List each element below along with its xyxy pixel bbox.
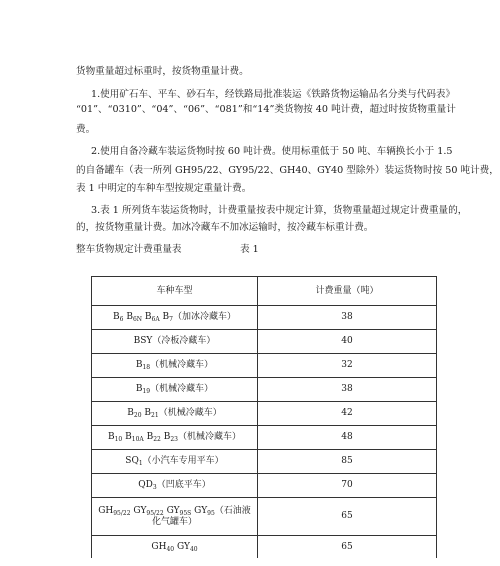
table-row <box>92 402 437 426</box>
table-row <box>92 450 437 474</box>
table-row <box>92 354 437 378</box>
car-type-cell: BSY（冷板冷藏车） <box>92 330 258 354</box>
weight-cell: 38 <box>258 306 437 330</box>
weight-cell: 38 <box>258 378 437 402</box>
paragraph-line: 货物重量超过标重时，按货物重量计费。 <box>76 66 249 77</box>
car-type-cell: $GH_{40}$ $GY_{40}$ <box>92 536 258 559</box>
paragraph-line: 表 1 中明定的车种车型按规定重量计费。 <box>76 183 252 194</box>
table-row <box>92 426 437 450</box>
car-type-cell: $B_{18}$（机械冷藏车） <box>92 354 258 378</box>
header-weight: 计费重量（吨） <box>258 277 437 306</box>
weight-cell: 48 <box>258 426 437 450</box>
paragraph-line: 的自备罐车（表一所列 GH95/22、GY95/22、GH40、GY40 型除外）装运货物时按 50 吨计费， <box>76 165 499 176</box>
weight-cell: 65 <box>258 536 437 559</box>
paragraph-line: “01”、“0310”、“04”、“06”、“081”和“14”类货物按 40 吨计费，超过时按货物重量计 <box>76 104 456 115</box>
car-type-cell: $B_{10}$ $B_{10A}$ $B_{22}$ $B_{23}$（机械冷藏车） <box>92 426 258 450</box>
weight-table <box>91 276 437 558</box>
weight-cell: 65 <box>258 498 437 536</box>
car-type-cell: $B_{19}$（机械冷藏车） <box>92 378 258 402</box>
table-row <box>92 474 437 498</box>
weight-cell: 85 <box>258 450 437 474</box>
weight-cell: 40 <box>258 330 437 354</box>
table-row <box>92 536 437 559</box>
table-row <box>92 378 437 402</box>
car-type-cell: $B_{20}$ $B_{21}$（机械冷藏车） <box>92 402 258 426</box>
paragraph-line: 1.使用矿石车、平车、砂石车，经铁路局批准装运《铁路货物运输品名分类与代码表》 <box>91 89 456 100</box>
paragraph-line: 2.使用自备冷藏车装运货物时按 60 吨计费。使用标重低于 50 吨、车辆换长小于 1.5 <box>91 146 453 157</box>
car-type-cell: $B_6$ $B_{6N}$ $B_{6A}$ $B_7$（加冰冷藏车） <box>92 306 258 330</box>
table-row <box>92 498 437 536</box>
car-type-cell: $QD_3$（凹底平车） <box>92 474 258 498</box>
weight-cell: 42 <box>258 402 437 426</box>
paragraph-line: 的，按货物重量计费。加冰冷藏车不加冰运输时，按冷藏车标重计费。 <box>76 222 374 233</box>
car-type-cell: $GH_{95/22}$ $GY_{95/22}$ $GY_{95S}$ $GY_{95}$（石油液化气罐车） <box>92 498 258 536</box>
table-header-row <box>92 277 437 306</box>
paragraph-line: 3.表 1 所列货车装运货物时，计费重量按表中规定计算，货物重量超过规定计费重量的， <box>91 205 468 216</box>
weight-cell: 32 <box>258 354 437 378</box>
table-row <box>92 306 437 330</box>
table-number: 表 1 <box>240 244 259 255</box>
table-caption: 整车货物规定计费重量表 <box>76 244 182 255</box>
car-type-cell: $SQ_1$（小汽车专用平车） <box>92 450 258 474</box>
weight-cell: 70 <box>258 474 437 498</box>
paragraph-line: 费。 <box>76 124 96 135</box>
header-car-type: 车种车型 <box>92 277 258 306</box>
table-row <box>92 330 437 354</box>
